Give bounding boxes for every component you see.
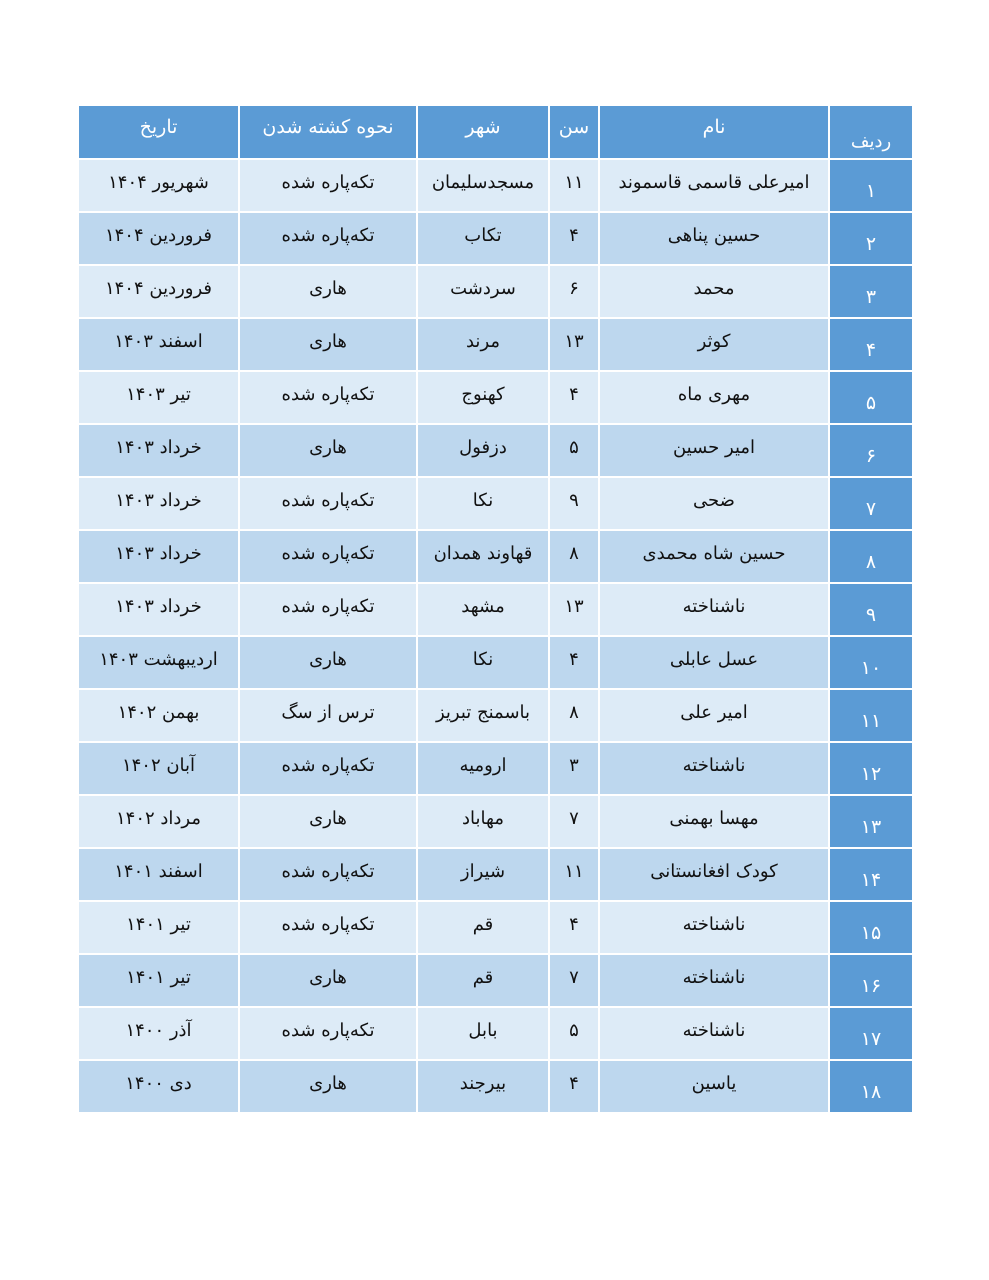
table-row xyxy=(78,742,913,795)
header-city: شهر xyxy=(417,105,549,159)
cell-date: اسفند ۱۴۰۱ xyxy=(78,848,239,901)
cell-row-number: ۱۴ xyxy=(829,848,913,901)
cell-city: کهنوج xyxy=(417,371,549,424)
cell-name: یاسین xyxy=(599,1060,829,1113)
cell-age: ۵ xyxy=(549,1007,599,1060)
cell-row-number: ۱۳ xyxy=(829,795,913,848)
table-row xyxy=(78,795,913,848)
cell-age: ۱۳ xyxy=(549,318,599,371)
cell-name: محمد xyxy=(599,265,829,318)
cell-name: امیر علی xyxy=(599,689,829,742)
cell-age: ۱۳ xyxy=(549,583,599,636)
table-row xyxy=(78,318,913,371)
cell-date: اردیبهشت ۱۴۰۳ xyxy=(78,636,239,689)
cell-date: تیر ۱۴۰۳ xyxy=(78,371,239,424)
cell-date: مرداد ۱۴۰۲ xyxy=(78,795,239,848)
cell-row-number: ۱۷ xyxy=(829,1007,913,1060)
table-body xyxy=(78,159,913,1113)
cell-method: تکه‌پاره شده xyxy=(239,159,417,212)
cell-method: ترس از سگ xyxy=(239,689,417,742)
cell-method: هاری xyxy=(239,265,417,318)
cell-city: مشهد xyxy=(417,583,549,636)
cell-city: قهاوند همدان xyxy=(417,530,549,583)
cell-age: ۴ xyxy=(549,371,599,424)
cell-name: ناشناخته xyxy=(599,583,829,636)
cell-method: هاری xyxy=(239,1060,417,1113)
cell-date: آبان ۱۴۰۲ xyxy=(78,742,239,795)
table-row xyxy=(78,212,913,265)
cell-method: تکه‌پاره شده xyxy=(239,848,417,901)
cell-date: اسفند ۱۴۰۳ xyxy=(78,318,239,371)
header-name: نام xyxy=(599,105,829,159)
cell-name: امیرعلی قاسمی قاسموند xyxy=(599,159,829,212)
cell-date: فروردین ۱۴۰۴ xyxy=(78,265,239,318)
cell-name: ناشناخته xyxy=(599,954,829,1007)
table-row xyxy=(78,424,913,477)
victims-table xyxy=(77,104,914,1114)
cell-city: دزفول xyxy=(417,424,549,477)
cell-name: کوثر xyxy=(599,318,829,371)
cell-age: ۱۱ xyxy=(549,159,599,212)
cell-name: ناشناخته xyxy=(599,1007,829,1060)
cell-row-number: ۳ xyxy=(829,265,913,318)
cell-city: بابل xyxy=(417,1007,549,1060)
cell-method: هاری xyxy=(239,318,417,371)
cell-row-number: ۱۱ xyxy=(829,689,913,742)
cell-method: هاری xyxy=(239,954,417,1007)
cell-date: خرداد ۱۴۰۳ xyxy=(78,424,239,477)
table-row xyxy=(78,848,913,901)
cell-method: تکه‌پاره شده xyxy=(239,901,417,954)
cell-age: ۸ xyxy=(549,689,599,742)
table-header-row xyxy=(78,105,913,159)
cell-age: ۷ xyxy=(549,795,599,848)
cell-row-number: ۸ xyxy=(829,530,913,583)
cell-row-number: ۴ xyxy=(829,318,913,371)
table-row xyxy=(78,1007,913,1060)
cell-age: ۸ xyxy=(549,530,599,583)
cell-date: خرداد ۱۴۰۳ xyxy=(78,477,239,530)
table-row xyxy=(78,265,913,318)
cell-age: ۵ xyxy=(549,424,599,477)
cell-age: ۳ xyxy=(549,742,599,795)
cell-name: ناشناخته xyxy=(599,742,829,795)
cell-age: ۴ xyxy=(549,1060,599,1113)
cell-row-number: ۱۲ xyxy=(829,742,913,795)
table-row xyxy=(78,530,913,583)
cell-row-number: ۱۰ xyxy=(829,636,913,689)
cell-age: ۴ xyxy=(549,901,599,954)
cell-row-number: ۱ xyxy=(829,159,913,212)
cell-age: ۷ xyxy=(549,954,599,1007)
table-row xyxy=(78,636,913,689)
cell-method: هاری xyxy=(239,795,417,848)
cell-row-number: ۶ xyxy=(829,424,913,477)
cell-date: خرداد ۱۴۰۳ xyxy=(78,583,239,636)
cell-city: قم xyxy=(417,901,549,954)
cell-city: مرند xyxy=(417,318,549,371)
table-row xyxy=(78,1060,913,1113)
table-row xyxy=(78,159,913,212)
cell-name: حسین پناهی xyxy=(599,212,829,265)
cell-method: تکه‌پاره شده xyxy=(239,742,417,795)
cell-method: تکه‌پاره شده xyxy=(239,583,417,636)
cell-city: شیراز xyxy=(417,848,549,901)
table-row xyxy=(78,477,913,530)
cell-city: قم xyxy=(417,954,549,1007)
cell-method: هاری xyxy=(239,636,417,689)
cell-row-number: ۲ xyxy=(829,212,913,265)
cell-name: مهری ماه xyxy=(599,371,829,424)
cell-row-number: ۹ xyxy=(829,583,913,636)
cell-city: نکا xyxy=(417,636,549,689)
cell-date: شهریور ۱۴۰۴ xyxy=(78,159,239,212)
cell-date: فروردین ۱۴۰۴ xyxy=(78,212,239,265)
cell-method: تکه‌پاره شده xyxy=(239,477,417,530)
cell-name: عسل عابلی xyxy=(599,636,829,689)
header-row-number: ردیف xyxy=(829,105,913,159)
table-row xyxy=(78,689,913,742)
cell-method: تکه‌پاره شده xyxy=(239,530,417,583)
cell-city: سردشت xyxy=(417,265,549,318)
cell-name: کودک افغانستانی xyxy=(599,848,829,901)
cell-row-number: ۱۵ xyxy=(829,901,913,954)
cell-row-number: ۱۶ xyxy=(829,954,913,1007)
cell-age: ۶ xyxy=(549,265,599,318)
table-row xyxy=(78,371,913,424)
table-row xyxy=(78,583,913,636)
header-method: نحوه کشته شدن xyxy=(239,105,417,159)
cell-row-number: ۵ xyxy=(829,371,913,424)
table-row xyxy=(78,901,913,954)
cell-city: باسمنج تبریز xyxy=(417,689,549,742)
cell-city: مسجدسلیمان xyxy=(417,159,549,212)
cell-method: تکه‌پاره شده xyxy=(239,212,417,265)
cell-date: خرداد ۱۴۰۳ xyxy=(78,530,239,583)
cell-date: دی ۱۴۰۰ xyxy=(78,1060,239,1113)
cell-name: امیر حسین xyxy=(599,424,829,477)
cell-city: بیرجند xyxy=(417,1060,549,1113)
cell-age: ۱۱ xyxy=(549,848,599,901)
cell-name: مهسا بهمنی xyxy=(599,795,829,848)
cell-name: ناشناخته xyxy=(599,901,829,954)
cell-row-number: ۱۸ xyxy=(829,1060,913,1113)
cell-city: نکا xyxy=(417,477,549,530)
cell-name: حسین شاه محمدی xyxy=(599,530,829,583)
cell-city: مهاباد xyxy=(417,795,549,848)
cell-age: ۴ xyxy=(549,636,599,689)
cell-age: ۴ xyxy=(549,212,599,265)
cell-city: تکاب xyxy=(417,212,549,265)
cell-age: ۹ xyxy=(549,477,599,530)
cell-city: ارومیه xyxy=(417,742,549,795)
cell-date: آذر ۱۴۰۰ xyxy=(78,1007,239,1060)
table-row xyxy=(78,954,913,1007)
cell-date: تیر ۱۴۰۱ xyxy=(78,901,239,954)
header-date: تاریخ xyxy=(78,105,239,159)
header-age: سن xyxy=(549,105,599,159)
cell-method: هاری xyxy=(239,424,417,477)
cell-date: بهمن ۱۴۰۲ xyxy=(78,689,239,742)
cell-method: تکه‌پاره شده xyxy=(239,1007,417,1060)
cell-date: تیر ۱۴۰۱ xyxy=(78,954,239,1007)
cell-method: تکه‌پاره شده xyxy=(239,371,417,424)
cell-row-number: ۷ xyxy=(829,477,913,530)
cell-name: ضحی xyxy=(599,477,829,530)
victims-table-container xyxy=(77,104,912,1114)
